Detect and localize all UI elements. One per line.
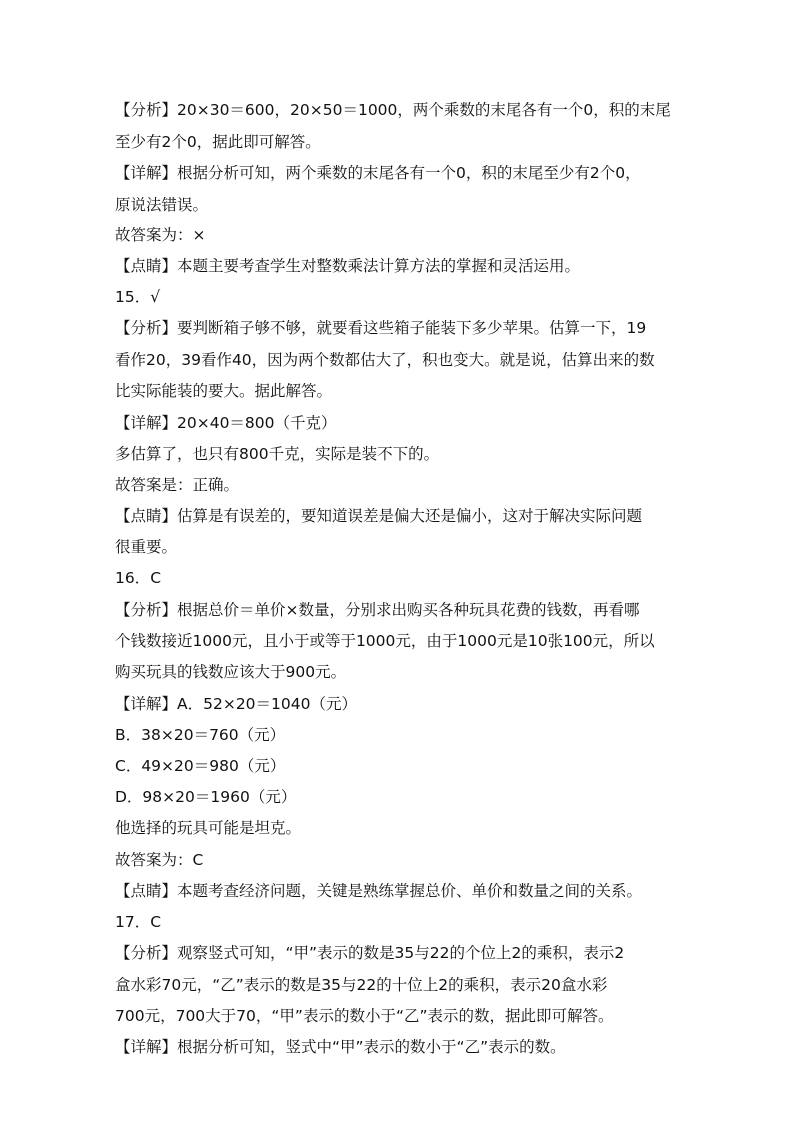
answer-16: 故答案为：C (115, 851, 204, 869)
comment-15: 【点睛】估算是有误差的，要知道误差是偏大还是偏小，这对于解决实际问题 (115, 507, 643, 525)
detail-16-a: 【详解】A．52×20＝1040（元） (115, 695, 357, 713)
comment-15-cont: 很重要。 (115, 538, 178, 556)
detail-16-conclusion: 他选择的玩具可能是坦克。 (115, 819, 302, 837)
analysis-14-cont: 至少有2个0，据此即可解答。 (115, 133, 321, 151)
analysis-15-cont2: 比实际能装的要大。据此解答。 (115, 382, 333, 400)
detail-15: 【详解】20×40＝800（千克） (115, 414, 337, 432)
analysis-14: 【分析】20×30＝600，20×50＝1000，两个乘数的末尾各有一个0，积的末尾 (115, 101, 671, 119)
question-15-header: 15．√ (115, 288, 161, 306)
analysis-16-cont1: 个钱数接近1000元，且小于或等于1000元，由于1000元是10张100元，所以 (115, 632, 655, 650)
analysis-17-cont1: 盒水彩70元，“乙”表示的数是35与22的十位上2的乘积，表示20盒水彩 (115, 976, 608, 994)
analysis-15-cont1: 看作20，39看作40，因为两个数都估大了，积也变大。就是说，估算出来的数 (115, 351, 655, 369)
answer-15: 故答案是：正确。 (115, 476, 240, 494)
detail-15-cont: 多估算了，也只有800千克，实际是装不下的。 (115, 445, 440, 463)
analysis-17-cont2: 700元，700大于70，“甲”表示的数小于“乙”表示的数，据此即可解答。 (115, 1007, 614, 1025)
analysis-16-cont2: 购买玩具的钱数应该大于900元。 (115, 663, 347, 681)
comment-14: 【点睛】本题主要考查学生对整数乘法计算方法的掌握和灵活运用。 (115, 257, 581, 275)
analysis-16: 【分析】根据总价＝单价×数量，分别求出购买各种玩具花费的钱数，再看哪 (115, 601, 640, 619)
question-16-header: 16．C (115, 569, 162, 587)
analysis-17: 【分析】观察竖式可知，“甲”表示的数是35与22的个位上2的乘积，表示2 (115, 944, 625, 962)
detail-16-d: D．98×20＝1960（元） (115, 788, 297, 806)
detail-14: 【详解】根据分析可知，两个乘数的末尾各有一个0，积的末尾至少有2个0， (115, 164, 641, 182)
detail-17: 【详解】根据分析可知，竖式中“甲”表示的数小于“乙”表示的数。 (115, 1038, 566, 1056)
question-17-header: 17．C (115, 913, 162, 931)
comment-16: 【点睛】本题考查经济问题，关键是熟练掌握总价、单价和数量之间的关系。 (115, 882, 643, 900)
detail-16-c: C．49×20＝980（元） (115, 757, 286, 775)
answer-14: 故答案为：× (115, 226, 206, 244)
detail-14-cont: 原说法错误。 (115, 196, 209, 214)
detail-16-b: B．38×20＝760（元） (115, 726, 286, 744)
analysis-15: 【分析】要判断箱子够不够，就要看这些箱子能装下多少苹果。估算一下，19 (115, 319, 647, 337)
